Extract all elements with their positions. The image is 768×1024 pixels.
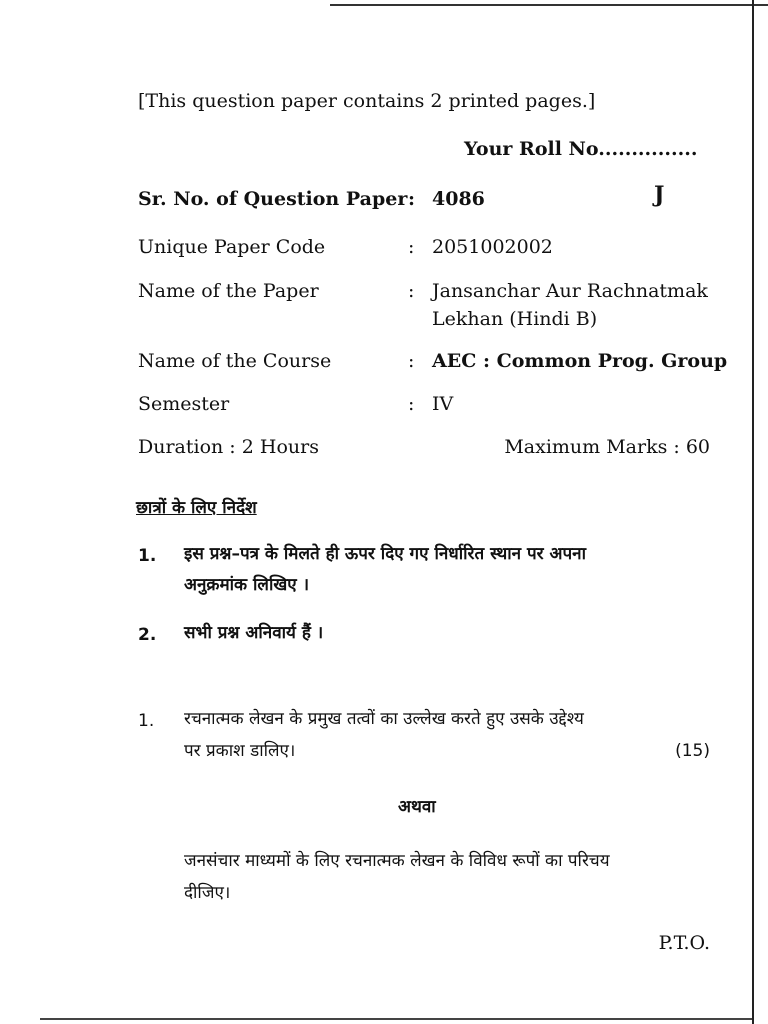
course-name-colon: : <box>408 350 415 372</box>
sr-no-colon: : <box>408 188 416 210</box>
sr-no-label: Sr. No. of Question Paper <box>138 188 408 210</box>
pto-label: P.T.O. <box>658 932 710 954</box>
question-1-alt-line1: जनसंचार माध्यमों के लिए रचनात्मक लेखन के विविध रूपों का परिचय <box>184 851 610 871</box>
maximum-marks-text: Maximum Marks : 60 <box>504 436 710 458</box>
upc-label: Unique Paper Code <box>138 236 326 258</box>
question-1-line1: रचनात्मक लेखन के प्रमुख तत्वों का उल्लेख करते हुए उसके उद्देश्य <box>184 709 584 729</box>
paper-name-label: Name of the Paper <box>138 280 319 302</box>
upc-value: 2051002002 <box>432 236 553 258</box>
instruction-1-line2: अनुक्रमांक लिखिए । <box>184 575 310 595</box>
set-letter: J <box>654 182 665 208</box>
page-count-notice: [This question paper contains 2 printed pages.] <box>138 90 596 112</box>
instruction-2-number: 2. <box>138 625 157 645</box>
question-1-alt-line2: दीजिए। <box>184 883 231 903</box>
instruction-1-number: 1. <box>138 546 157 566</box>
course-name-label: Name of the Course <box>138 350 332 372</box>
instructions-heading: छात्रों के लिए निर्देश <box>136 498 257 518</box>
upc-colon: : <box>408 236 415 258</box>
sr-no-value: 4086 <box>432 188 485 210</box>
scan-edge-right <box>752 0 754 1024</box>
paper-name-value-line2: Lekhan (Hindi B) <box>432 308 598 330</box>
duration-text: Duration : 2 Hours <box>138 436 319 458</box>
question-1-marks: (15) <box>675 741 710 761</box>
instruction-1-line1: इस प्रश्न–पत्र के मिलते ही ऊपर दिए गए निर्धारित स्थान पर अपना <box>184 544 587 564</box>
semester-value: IV <box>432 393 454 415</box>
scan-edge-top <box>330 4 768 6</box>
instruction-2-line1: सभी प्रश्न अनिवार्य हैं । <box>184 623 324 643</box>
paper-name-colon: : <box>408 280 415 302</box>
semester-label: Semester <box>138 393 230 415</box>
paper-name-value-line1: Jansanchar Aur Rachnatmak <box>432 280 708 302</box>
scan-edge-bottom <box>40 1018 752 1020</box>
or-divider: अथवा <box>398 797 436 817</box>
question-1-number: 1. <box>138 711 155 731</box>
question-1-line2: पर प्रकाश डालिए। <box>184 741 296 761</box>
roll-number-field: Your Roll No............... <box>464 138 698 160</box>
course-name-value: AEC : Common Prog. Group <box>432 350 728 372</box>
semester-colon: : <box>408 393 415 415</box>
